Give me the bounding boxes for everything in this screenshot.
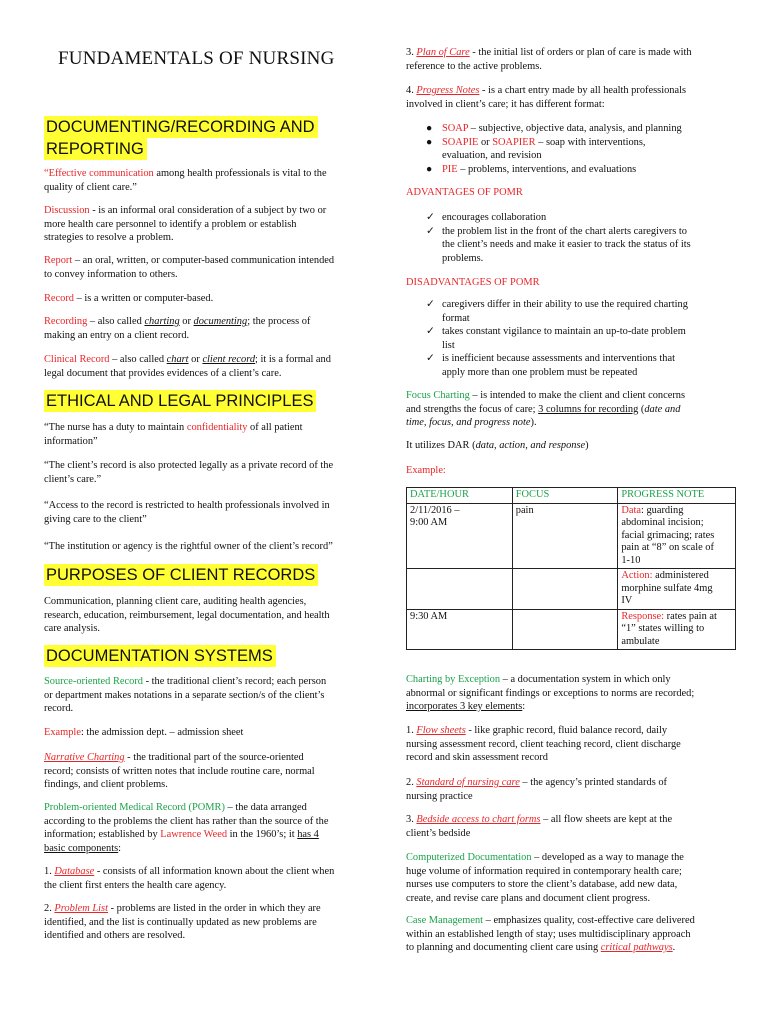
term-source-oriented-record: Source-oriented Record [44, 676, 143, 687]
advantages-list [406, 211, 736, 265]
def-text: ) [585, 440, 589, 451]
ethical-1 [44, 421, 303, 448]
cell-text: “1” states willing to [621, 623, 705, 634]
check-icon: ✓ [426, 212, 435, 223]
cell-text: IV [621, 595, 633, 606]
def-text: record. [44, 703, 74, 714]
def-text: . [672, 942, 676, 953]
def-focus-charting [406, 389, 685, 430]
quote-text: among health professionals is vital to the [153, 168, 327, 179]
def-text: - like graphic record, fluid balance record, daily [465, 725, 668, 736]
def-text: identified, and the list is continually updated as new problems are [44, 916, 317, 928]
def-text: – problems, interventions, and evaluations [457, 163, 637, 175]
table-row [407, 569, 736, 610]
table-row [407, 609, 736, 650]
cell-text: 9:00 AM [410, 517, 448, 528]
ethical-text: “Access to the record is restricted to health professionals involved in [44, 500, 330, 511]
table-cell [407, 503, 513, 569]
def-text: within an established length of stay; uses multidisciplinary approach [406, 928, 691, 940]
def-text: – the agency’s printed standards of [519, 777, 667, 788]
check-icon: ✓ [426, 353, 435, 364]
table-cell [618, 569, 736, 610]
table-cell [512, 609, 618, 650]
term-soap: SOAP [442, 123, 469, 134]
ethical-text: of all patient [247, 422, 303, 433]
ethical-text: “The client’s record is also protected legally as a private record of the [44, 460, 334, 471]
def-text: record; consists of written notes that include routine care, normal [44, 765, 315, 777]
heading-documenting-line2: REPORTING [44, 138, 147, 160]
cell-term: Data [621, 504, 641, 516]
term-lawrence-weed: Lawrence Weed [160, 829, 228, 840]
def-text: – the data arranged [224, 802, 307, 813]
list-item-disadvantage [406, 352, 736, 379]
def-text: to convey information to others. [44, 268, 178, 280]
progress-notes-formats [406, 122, 736, 176]
def-text: – is a written or computer-based. [74, 293, 214, 304]
def-report [44, 254, 334, 281]
term-pie: PIE [442, 163, 458, 175]
def-text: – an oral, written, or computer-based communication intended [72, 255, 335, 266]
ethical-3 [44, 499, 330, 526]
def-text: - consists of all information known about the client when [94, 866, 335, 877]
item-number: 2. [44, 903, 55, 914]
def-text: : [118, 842, 122, 854]
table-header-cell: DATE/HOUR [407, 488, 513, 504]
ethical-text: “The nurse has a duty to maintain [44, 422, 187, 433]
def-text: – subjective, objective data, analysis, and planning [468, 123, 682, 134]
term-charting-by-exception: Charting by Exception [406, 674, 501, 685]
cell-text: : guarding [640, 504, 684, 516]
def-discussion [44, 204, 326, 245]
def-text: client’s bedside [406, 827, 471, 839]
term-has-4: has 4 [297, 829, 319, 840]
def-problem-list [44, 902, 321, 943]
list-item-disadvantage [406, 298, 736, 325]
page-title: FUNDAMENTALS OF NURSING [58, 48, 335, 69]
def-text-italic: date and [644, 403, 681, 415]
def-text: – also called [87, 316, 145, 327]
heading-documenting [44, 116, 318, 160]
term-report: Report [44, 255, 73, 266]
term-soapie: SOAPIE [442, 136, 479, 148]
list-item-soap [406, 122, 736, 136]
def-text: : [522, 701, 526, 712]
def-text: nursing assessment record, client teaching record, client discharge [406, 738, 681, 750]
def-text: – emphasizes quality, cost-effective care delivered [483, 915, 695, 926]
bullet-icon: ● [426, 163, 433, 175]
def-text: information; established by [44, 829, 161, 840]
quote-highlight: “Effective communication [44, 168, 154, 179]
def-charting-by-exception [406, 673, 694, 714]
table-row [407, 503, 736, 569]
heading-documentation-systems [44, 645, 276, 667]
def-text: - the traditional client’s record; each person [142, 676, 327, 687]
cell-text: administered [652, 570, 709, 581]
def-narrative [44, 751, 315, 792]
dar-line [406, 439, 589, 453]
def-text: and strengths the focus of care; [406, 403, 539, 415]
term-standard-of-nursing-care: Standard of nursing care [416, 777, 520, 788]
ethical-text: giving care to the client” [44, 513, 147, 525]
def-database [44, 865, 334, 892]
def-text: to planning and documenting client care using [406, 942, 601, 953]
term-client-record: client record [202, 354, 256, 365]
def-text: - the traditional part of the source-oriented [124, 752, 304, 763]
term-pomr: Problem-oriented Medical Record (POMR) [44, 802, 225, 813]
def-recording [44, 315, 310, 342]
cell-text: rates pain at [664, 610, 717, 622]
def-text: findings, and client problems. [44, 779, 168, 790]
def-text: - problems are listed in the order in which they are [107, 903, 321, 914]
example-admission [44, 726, 243, 740]
heading-ethical-text: ETHICAL AND LEGAL PRINCIPLES [44, 390, 316, 412]
cell-text: facial grimacing; rates [621, 529, 715, 541]
def-text: reference to the active problems. [406, 60, 542, 72]
cell-text: 9:30 AM [410, 610, 448, 622]
term-3-key-elements: incorporates 3 key elements [406, 701, 523, 712]
purposes-line: Communication, planning client care, auditing health agencies, [44, 596, 307, 607]
term-discussion: Discussion [44, 205, 90, 216]
term-basic-components: basic components [44, 842, 119, 854]
cell-text: abdominal incision; [621, 517, 704, 528]
ethical-4 [44, 540, 333, 554]
def-text: making an entry on a client record. [44, 329, 190, 341]
item-number: 1. [44, 866, 55, 877]
term-problem-list: Problem List [54, 903, 108, 914]
term-database: Database [54, 866, 95, 877]
purposes-line: research, education, reimbursement, legal documentation, and health [44, 609, 330, 621]
list-text: format [442, 312, 470, 324]
def-clinical-record [44, 353, 331, 380]
def-flow-sheets [406, 724, 681, 765]
def-text: nurses use computers to store the client’s database, add new data, [406, 879, 678, 890]
check-icon: ✓ [426, 326, 435, 337]
def-text: more health care personnel to identify a problem or establish [44, 218, 297, 230]
item-number: 1. [406, 725, 417, 736]
def-text: record and skin assessment record [406, 752, 548, 763]
def-text-italic: data, action, and response [475, 440, 586, 451]
term-focus-charting: Focus Charting [406, 390, 470, 401]
def-text: create, and revise care plans and document client progress. [406, 892, 651, 904]
ethical-text: client’s care.” [44, 473, 102, 485]
cell-term: Response: [621, 610, 665, 622]
def-text: abnormal or significant findings or exceptions to norms are recorded; [406, 687, 695, 699]
list-item-soapie [406, 136, 736, 163]
term-computerized-documentation: Computerized Documentation [406, 852, 532, 863]
term-soapier: SOAPIER [492, 136, 536, 148]
table-header-cell: FOCUS [512, 488, 618, 504]
def-text: or [478, 136, 493, 148]
term-narrative-charting: Narrative Charting [44, 752, 125, 763]
def-record [44, 292, 213, 306]
list-text: the problem list in the front of the chart alerts caregivers to [442, 225, 687, 237]
def-text: nursing practice [406, 790, 473, 802]
purposes-line: care analysis. [44, 623, 100, 634]
table-cell [407, 569, 513, 610]
def-computerized-documentation [406, 851, 684, 905]
table-cell [618, 503, 736, 569]
list-item-advantage [406, 225, 736, 266]
term-bedside-access: Bedside access to chart forms [416, 814, 541, 825]
def-text: ; the process of [247, 316, 311, 327]
list-item-pie [406, 163, 736, 177]
example-label: Example: [406, 465, 446, 476]
ethical-2 [44, 459, 333, 486]
list-text: the client’s needs and make it easier to track the status of its [442, 239, 691, 250]
dar-example-table [406, 487, 736, 650]
list-item-advantage [406, 211, 736, 225]
table-header-cell: PROGRESS NOTE [618, 488, 736, 504]
def-text: - the initial list of orders or plan of care is made with [469, 47, 692, 58]
list-text: apply more than one problem must be repeated [442, 366, 638, 378]
quote-text-end: quality of client care.” [44, 181, 137, 193]
term-clinical-record: Clinical Record [44, 354, 110, 365]
cell-text: 2/11/2016 – [410, 504, 460, 516]
heading-purposes [44, 564, 318, 586]
def-text: – developed as a way to manage the [531, 852, 684, 863]
term-case-management: Case Management [406, 915, 484, 926]
heading-ethical [44, 390, 316, 412]
list-item-disadvantage [406, 325, 736, 352]
term-confidentiality: confidentiality [186, 422, 248, 433]
heading-documentation-systems-text: DOCUMENTATION SYSTEMS [44, 645, 276, 667]
bullet-icon: ● [426, 123, 433, 134]
def-text: the client first enters the health care agency. [44, 879, 227, 891]
def-progress-notes [406, 84, 686, 111]
item-number: 3. [406, 814, 417, 825]
def-text: or department makes notations in a separate section/s of the client’s [44, 689, 325, 701]
def-text: – all flow sheets are kept at the [540, 814, 673, 825]
def-text: – is intended to make the client and client concerns [469, 390, 686, 401]
cell-text: 1-10 [621, 554, 641, 566]
disadvantages-heading: DISADVANTAGES OF POMR [406, 277, 540, 288]
item-number: 3. [406, 47, 417, 58]
def-text: involved in client’s care; it has different format: [406, 98, 605, 110]
term-charting: charting [144, 316, 180, 327]
def-text: ; it is a formal and [255, 354, 331, 365]
list-text: is inefficient because assessments and interventions that [442, 353, 675, 364]
def-text-italic: time, focus, and progress note [406, 417, 531, 428]
def-text: evaluation, and revision [442, 150, 542, 161]
def-case-management [406, 914, 695, 955]
def-text: : the admission dept. – admission sheet [80, 727, 244, 738]
def-pomr [44, 801, 328, 855]
cell-text: morphine sulfate 4mg [621, 582, 713, 594]
cell-text: pain [515, 504, 534, 516]
def-text: - is a chart entry made by all health professionals [479, 85, 687, 96]
table-cell [512, 569, 618, 610]
def-text: – also called [109, 354, 167, 365]
def-text: huge volume of information required in contemporary health care; [406, 865, 682, 877]
list-text: encourages collaboration [442, 212, 547, 223]
def-plan-of-care [406, 46, 692, 73]
term-plan-of-care: Plan of Care [416, 47, 470, 58]
list-text: problems. [442, 252, 484, 264]
table-cell [618, 609, 736, 650]
cell-text: pain at “8” on scale of [621, 542, 714, 553]
ethical-text: information” [44, 435, 98, 447]
term-documenting: documenting [193, 316, 248, 327]
term-critical-pathways: critical pathways [600, 942, 673, 953]
def-text: It utilizes DAR ( [406, 440, 476, 451]
list-text: takes constant vigilance to maintain an up-to-date problem [442, 326, 686, 337]
list-text: list [442, 339, 455, 351]
def-text: ). [530, 417, 537, 428]
cell-term: Action: [621, 570, 653, 581]
list-text: caregivers differ in their ability to use the required charting [442, 299, 688, 310]
term-chart: chart [166, 354, 189, 365]
item-number: 2. [406, 777, 417, 788]
term-3-columns: 3 columns for recording [538, 403, 639, 415]
def-text: according to the problems the client has rather than the source of the [44, 815, 329, 827]
term-flow-sheets: Flow sheets [416, 725, 466, 736]
heading-documenting-line1: DOCUMENTING/RECORDING AND [44, 116, 318, 138]
term-progress-notes: Progress Notes [416, 85, 480, 96]
def-text: ( [638, 403, 645, 415]
def-standard-of-care [406, 776, 667, 803]
term-example: Example [44, 727, 81, 738]
def-text: or [179, 316, 194, 327]
table-cell [512, 503, 618, 569]
term-record: Record [44, 293, 75, 304]
check-icon: ✓ [426, 225, 435, 237]
def-text: in the 1960’s; it [227, 829, 298, 840]
ethical-text: “The institution or agency is the rightful owner of the client’s record” [44, 541, 333, 552]
disadvantages-list [406, 298, 736, 379]
def-source-oriented [44, 675, 326, 716]
def-text: - is an informal oral consideration of a subject by two or [89, 205, 327, 216]
heading-purposes-text: PURPOSES OF CLIENT RECORDS [44, 564, 318, 586]
def-text: legal document that provides evidences of a client’s care. [44, 367, 282, 379]
def-text: – soap with interventions, [535, 136, 646, 148]
cell-text: ambulate [621, 635, 660, 647]
table-header-row [407, 488, 736, 504]
bullet-icon: ● [426, 136, 433, 148]
term-recording: Recording [44, 316, 88, 327]
def-text: strategies to resolve a problem. [44, 232, 174, 243]
def-text: – a documentation system in which only [500, 674, 671, 685]
def-text: or [188, 354, 203, 365]
advantages-heading: ADVANTAGES OF POMR [406, 187, 523, 198]
quote-communication [44, 167, 327, 194]
check-icon: ✓ [426, 299, 435, 310]
table-cell [407, 609, 513, 650]
def-bedside-access [406, 813, 672, 840]
purposes-text [44, 595, 330, 636]
def-text: identified and others are resolved. [44, 930, 186, 941]
item-number: 4. [406, 85, 417, 96]
